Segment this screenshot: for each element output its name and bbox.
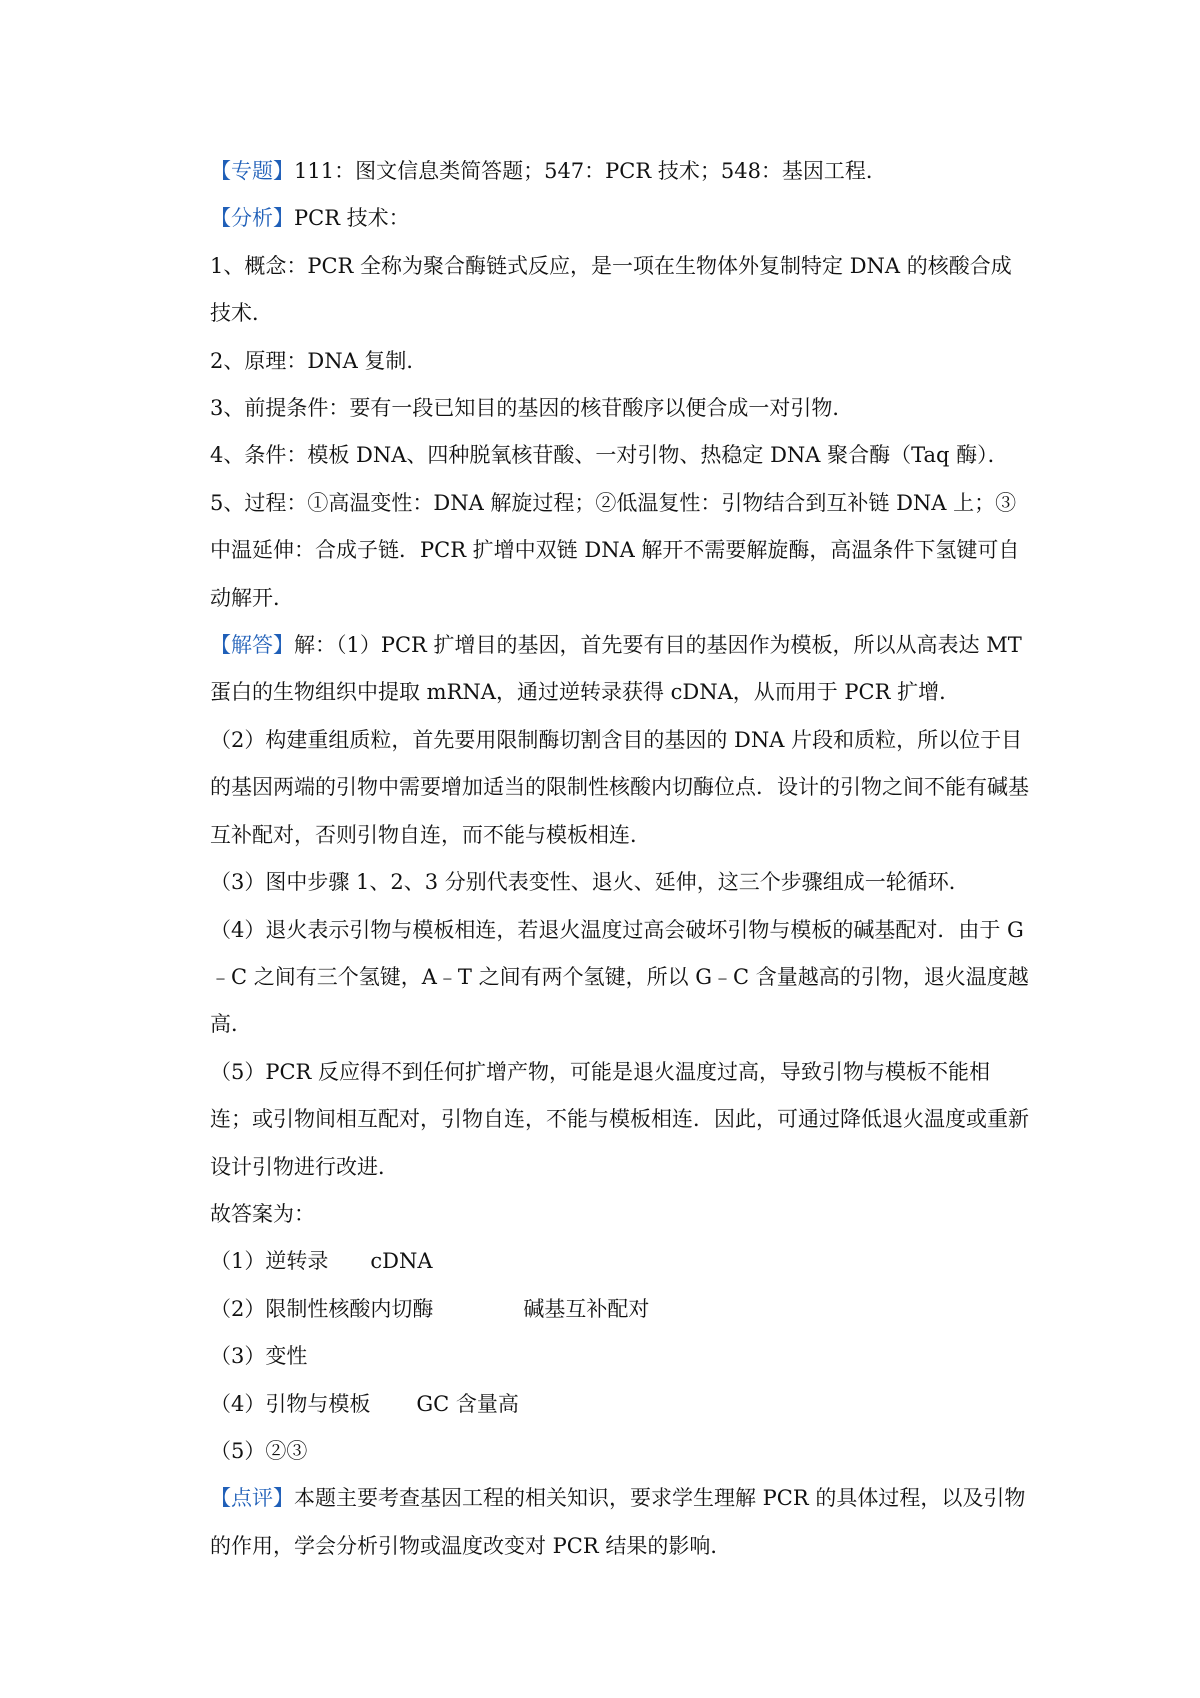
solution-paragraph-3: （3）图中步骤 1、2、3 分别代表变性、退火、延伸，这三个步骤组成一轮循环． [210,870,970,895]
answer-num: （1） [210,1249,266,1274]
answer-num: （2） [210,1296,266,1321]
answer-line-3 [210,1333,1032,1380]
answer-a: 限制性核酸内切酶 [265,1296,434,1321]
solution-paragraph-2: （2）构建重组质粒，首先要用限制酶切割含目的基因的 DNA 片段和质粒，所以位于目的基因两端的引物中需要增加适当的限制性核酸内切酶位点．设计的引物之间不能有碱基互补配对，否则引物自连，而不能与模板相连． [210,727,1029,847]
answer-line-5 [210,1428,1032,1475]
answer-a: 变性 [265,1344,308,1369]
answer-num: （3） [210,1344,266,1369]
answer-line-2 [210,1286,1032,1333]
solution-paragraph-4: （4）退火表示引物与模板相连，若退火温度过高会破坏引物与模板的碱基配对．由于 G﹣C 之间有三个氢键，A﹣T 之间有两个氢键，所以 G﹣C 含量越高的引物，退火温度越高． [210,917,1029,1037]
analysis-paragraph [210,195,1032,242]
answer-a: 逆转录 [265,1249,329,1274]
answer-line-1 [210,1238,1032,1285]
analysis-item-5: 5、过程：①高温变性：DNA 解旋过程；②低温复性：引物结合到互补链 DNA 上；③中温延伸：合成子链．PCR 扩增中双链 DNA 解开不需要解旋酶，高温条件下氢键可自动解开． [210,490,1020,610]
answer-line-4 [210,1381,1032,1428]
analysis-intro: PCR 技术： [294,206,410,231]
topic-paragraph [210,148,1032,195]
answer-b: cDNA [370,1249,433,1274]
analysis-tag: 【分析】 [210,206,294,231]
topic-tag: 【专题】 [210,159,294,183]
analysis-item-1: 1、概念：PCR 全称为聚合酶链式反应，是一项在生物体外复制特定 DNA 的核酸合成技术． [210,253,1012,326]
answer-a: ②③ [265,1438,308,1463]
analysis-item-2: 2、原理：DNA 复制． [210,348,428,373]
comment-paragraph [210,1475,1032,1570]
answer-header: 故答案为： [210,1201,315,1226]
answer-num: （5） [210,1438,266,1463]
answer-b: GC 含量高 [416,1391,519,1416]
solution-paragraph-5: （5）PCR 反应得不到任何扩增产物，可能是退火温度过高，导致引物与模板不能相连；或引物间相互配对，引物自连，不能与模板相连．因此，可通过降低退火温度或重新设计引物进行改进． [210,1059,1029,1179]
solution-tag: 【解答】 [210,633,294,658]
topic-text: 111：图文信息类简答题；547：PCR 技术；548：基因工程． [294,159,887,183]
comment-tag: 【点评】 [210,1486,294,1511]
answer-b: 碱基互补配对 [523,1296,650,1321]
answer-num: （4） [210,1391,266,1416]
document-body [210,148,1032,1570]
comment-text: 本题主要考查基因工程的相关知识，要求学生理解 PCR 的具体过程，以及引物的作用，学会分析引物或温度改变对 PCR 结果的影响． [210,1486,1026,1558]
answer-a: 引物与模板 [265,1391,371,1416]
solution-paragraph-1 [210,622,1032,717]
analysis-item-4: 4、条件：模板 DNA、四种脱氧核苷酸、一对引物、热稳定 DNA 聚合酶（Taq 酶）． [210,443,1009,468]
analysis-item-3: 3、前提条件：要有一段已知目的基因的核苷酸序以便合成一对引物． [210,396,854,421]
solution-text-1: 解：（1）PCR 扩增目的基因，首先要有目的基因作为模板，所以从高表达 MT 蛋白的生物组织中提取 mRNA，通过逆转录获得 cDNA，从而用于 PCR 扩增． [210,633,1022,705]
